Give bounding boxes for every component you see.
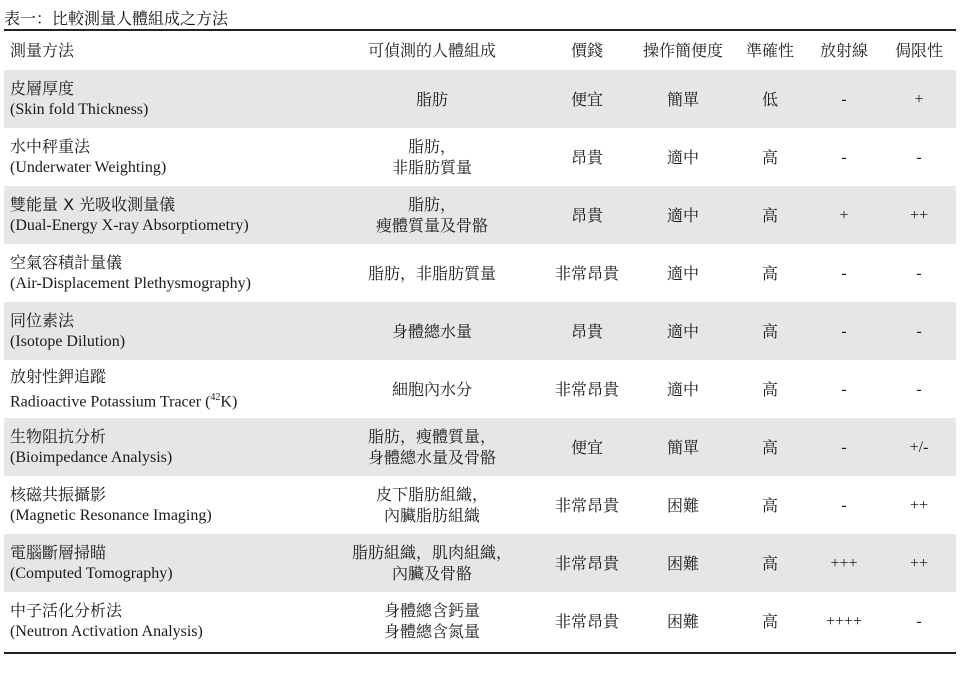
header-limitation: 侷限性 bbox=[894, 41, 943, 60]
price-cell: 非常昂貴 bbox=[554, 379, 619, 399]
table-bottom-rule bbox=[4, 652, 956, 654]
radiation-cell: - bbox=[841, 264, 847, 282]
ease-cell: 簡單 bbox=[632, 69, 734, 128]
accuracy-cell: 高 bbox=[761, 147, 778, 167]
limitation-cell: - bbox=[882, 302, 956, 360]
method-name-en: (Magnetic Resonance Imaging) bbox=[10, 507, 212, 524]
limitation-cell: - bbox=[916, 380, 922, 398]
limitation-cell: - bbox=[916, 264, 922, 282]
method-cell bbox=[4, 302, 322, 360]
component-line: 身體總含氮量 bbox=[383, 622, 480, 641]
method-name-en: (Air-Displacement Plethysmography) bbox=[10, 275, 251, 292]
component-line: 身體總水量及骨骼 bbox=[367, 448, 496, 467]
component-cell bbox=[322, 476, 542, 534]
limitation-cell: ++ bbox=[909, 496, 929, 514]
ease-cell: 適中 bbox=[632, 302, 734, 360]
radiation-cell: - bbox=[806, 69, 882, 128]
header-method: 測量方法 bbox=[10, 41, 75, 60]
header-ease: 操作簡便度 bbox=[642, 41, 723, 60]
radiation-cell: - bbox=[841, 380, 847, 398]
method-name-zh: 中子活化分析法 bbox=[10, 601, 123, 620]
price-cell: 非常昂貴 bbox=[554, 495, 619, 515]
ease-cell: 適中 bbox=[666, 263, 699, 283]
component-line: 身體總含鈣量 bbox=[383, 601, 480, 620]
table-row bbox=[4, 69, 956, 128]
table-caption: 表一：比較測量人體組成之方法 bbox=[4, 9, 229, 28]
accuracy-cell: 高 bbox=[761, 611, 778, 631]
price-cell: 昂貴 bbox=[542, 186, 632, 244]
accuracy-cell: 高 bbox=[734, 186, 806, 244]
component-line: 脂肪， bbox=[407, 195, 456, 214]
component-cell bbox=[322, 534, 542, 592]
component-line: 脂肪， bbox=[407, 137, 456, 156]
table-row bbox=[4, 128, 956, 186]
header-accuracy: 準確性 bbox=[745, 41, 794, 60]
component-cell bbox=[322, 418, 542, 476]
isotope-superscript: 42 bbox=[210, 391, 221, 403]
price-cell: 非常昂貴 bbox=[542, 534, 632, 592]
method-cell bbox=[4, 418, 322, 476]
component-line: 內臟脂肪組織 bbox=[383, 506, 480, 525]
table-row bbox=[4, 592, 956, 650]
table-row bbox=[4, 534, 956, 592]
ease-cell: 困難 bbox=[666, 495, 699, 515]
method-cell bbox=[4, 360, 322, 418]
component-cell bbox=[322, 360, 542, 418]
price-cell: 便宜 bbox=[542, 418, 632, 476]
comparison-table bbox=[4, 31, 956, 650]
component-cell bbox=[322, 244, 542, 302]
table-row bbox=[4, 302, 956, 360]
component-line: 脂肪 bbox=[415, 89, 448, 109]
table-row bbox=[4, 418, 956, 476]
radiation-cell: - bbox=[806, 418, 882, 476]
method-cell bbox=[4, 186, 322, 244]
method-name-en: (Computed Tomography) bbox=[10, 565, 173, 582]
component-line: 脂肪，瘦體質量， bbox=[367, 427, 496, 446]
accuracy-cell: 高 bbox=[761, 379, 778, 399]
accuracy-cell: 高 bbox=[761, 495, 778, 515]
accuracy-cell: 高 bbox=[734, 534, 806, 592]
radiation-cell: - bbox=[841, 496, 847, 514]
component-line: 身體總水量 bbox=[391, 321, 472, 341]
component-cell bbox=[322, 128, 542, 186]
method-name-en-prefix: Radioactive Potassium Tracer ( bbox=[10, 393, 211, 411]
method-name-en: (Neutron Activation Analysis) bbox=[10, 623, 203, 640]
method-name-en: (Skin fold Thickness) bbox=[10, 101, 149, 118]
component-cell bbox=[322, 186, 542, 244]
method-name-zh: 皮層厚度 bbox=[10, 79, 75, 98]
radiation-cell: - bbox=[806, 302, 882, 360]
header-price: 價錢 bbox=[570, 41, 603, 60]
component-line: 非脂肪質量 bbox=[391, 158, 472, 177]
accuracy-cell: 高 bbox=[734, 302, 806, 360]
method-name-en: (Dual-Energy X-ray Absorptiometry) bbox=[10, 217, 249, 234]
limitation-cell: +/- bbox=[882, 418, 956, 476]
method-name-zh: 生物阻抗分析 bbox=[10, 427, 107, 446]
limitation-cell: ++ bbox=[882, 186, 956, 244]
method-cell bbox=[4, 244, 322, 302]
price-cell: 昂貴 bbox=[570, 147, 603, 167]
table-row bbox=[4, 186, 956, 244]
table-row bbox=[4, 476, 956, 534]
header-component: 可偵測的人體組成 bbox=[367, 41, 496, 60]
component-cell bbox=[322, 69, 542, 128]
limitation-cell: - bbox=[916, 612, 922, 630]
table-row bbox=[4, 360, 956, 418]
ease-cell: 適中 bbox=[666, 379, 699, 399]
table-row bbox=[4, 244, 956, 302]
radiation-cell: + bbox=[806, 186, 882, 244]
limitation-cell: - bbox=[916, 148, 922, 166]
table-header-row bbox=[4, 31, 956, 69]
method-cell bbox=[4, 476, 322, 534]
ease-cell: 困難 bbox=[666, 611, 699, 631]
method-name-en: (Underwater Weighting) bbox=[10, 159, 167, 176]
component-cell bbox=[322, 302, 542, 360]
method-name-en-suffix: K) bbox=[220, 393, 238, 411]
method-name-en bbox=[10, 387, 322, 412]
limitation-cell: ++ bbox=[882, 534, 956, 592]
method-cell bbox=[4, 592, 322, 650]
method-name-zh: 核磁共振攝影 bbox=[10, 485, 107, 504]
method-name-zh: 同位素法 bbox=[10, 311, 75, 330]
accuracy-cell: 高 bbox=[761, 263, 778, 283]
ease-cell: 適中 bbox=[666, 147, 699, 167]
component-cell bbox=[322, 592, 542, 650]
ease-cell: 適中 bbox=[632, 186, 734, 244]
component-line: 皮下脂肪組織， bbox=[375, 485, 488, 504]
header-radiation: 放射線 bbox=[819, 41, 868, 60]
method-name-zh: 放射性鉀追蹤 bbox=[10, 366, 107, 386]
method-cell bbox=[4, 128, 322, 186]
method-name-zh: 水中秤重法 bbox=[10, 137, 91, 156]
component-line: 脂肪，非脂肪質量 bbox=[367, 263, 496, 283]
component-line: 細胞內水分 bbox=[391, 379, 472, 399]
accuracy-cell: 低 bbox=[734, 69, 806, 128]
limitation-cell: + bbox=[882, 69, 956, 128]
method-name-zh: 空氣容積計量儀 bbox=[10, 253, 123, 272]
method-name-zh: 電腦斷層掃瞄 bbox=[10, 543, 107, 562]
radiation-cell: ++++ bbox=[825, 612, 863, 630]
price-cell: 非常昂貴 bbox=[554, 263, 619, 283]
component-line: 瘦體質量及骨骼 bbox=[375, 216, 488, 235]
method-cell bbox=[4, 69, 322, 128]
radiation-cell: - bbox=[841, 148, 847, 166]
component-line: 內臟及骨骼 bbox=[391, 564, 472, 583]
ease-cell: 簡單 bbox=[632, 418, 734, 476]
price-cell: 非常昂貴 bbox=[554, 611, 619, 631]
ease-cell: 困難 bbox=[632, 534, 734, 592]
component-line: 脂肪組織，肌肉組織， bbox=[351, 543, 512, 562]
method-cell bbox=[4, 534, 322, 592]
price-cell: 便宜 bbox=[542, 69, 632, 128]
method-name-en: (Bioimpedance Analysis) bbox=[10, 449, 173, 466]
radiation-cell: +++ bbox=[806, 534, 882, 592]
accuracy-cell: 高 bbox=[734, 418, 806, 476]
method-name-en: (Isotope Dilution) bbox=[10, 333, 126, 350]
price-cell: 昂貴 bbox=[542, 302, 632, 360]
method-name-zh: 雙能量 X 光吸收測量儀 bbox=[10, 195, 176, 214]
